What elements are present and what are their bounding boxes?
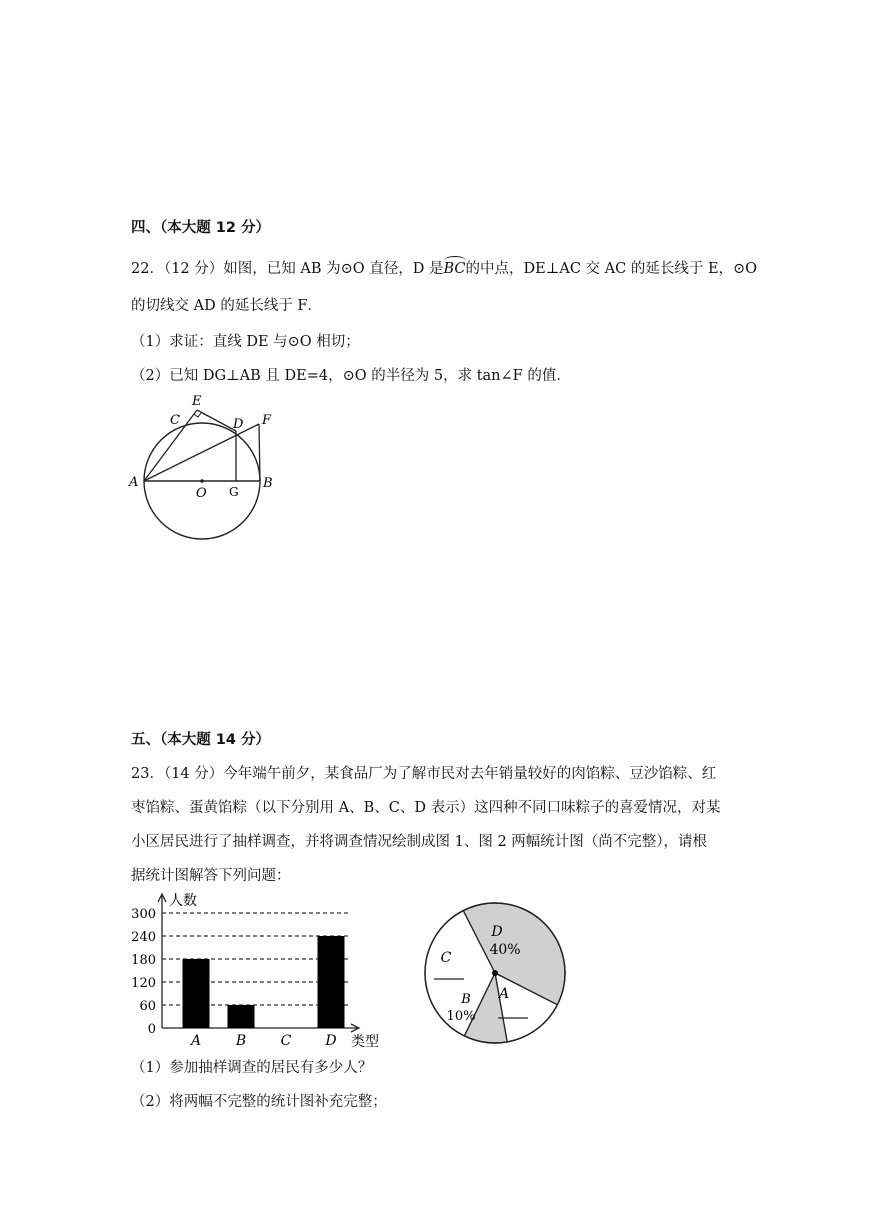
arc-bc-label: BC (443, 261, 466, 277)
q23-line-3: 小区居民进行了抽样调查，并将调查情况绘制成图 1、图 2 两幅统计图（尚不完整），请根 (131, 834, 708, 850)
q22-part-2: （2）已知 DG⊥AB 且 DE=4，⊙O 的半径为 5，求 tan∠F 的值． (131, 368, 571, 384)
x-tick-label: B (235, 1033, 247, 1049)
q23-line-4: 据统计图解答下列问题： (131, 868, 291, 884)
y-tick-label: 60 (139, 999, 156, 1014)
q23-part-1: （1）参加抽样调查的居民有多少人？ (131, 1060, 373, 1076)
center-o-dot (200, 479, 204, 483)
q22-part-1: （1）求证：直线 DE 与⊙O 相切； (131, 334, 360, 350)
q22-line-1-end: 的中点，DE⊥AC 交 AC 的延长线于 E，⊙O (465, 261, 758, 277)
bar-b (228, 1005, 255, 1028)
label-o: O (196, 486, 207, 501)
x-tick-label: C (280, 1033, 292, 1049)
pie-label-d: D (491, 924, 503, 940)
section-5-heading: 五、（本大题 14 分） (131, 732, 271, 748)
circle-geometry-figure (125, 390, 285, 545)
pie-percent-d: 40% (489, 942, 521, 958)
x-tick-label: A (190, 1033, 202, 1049)
bar-d (318, 936, 345, 1028)
y-tick-label: 300 (131, 907, 156, 922)
label-d: D (233, 417, 244, 432)
label-b: B (263, 476, 273, 491)
q23-part-2: （2）将两幅不完整的统计图补充完整； (131, 1094, 387, 1110)
pie-chart (420, 898, 570, 1048)
q23-line-2: 枣馅粽、蛋黄馅粽（以下分别用 A、B、C、D 表示）这四种不同口味粽子的喜爱情况，对某 (131, 800, 721, 816)
y-tick-label: 0 (147, 1022, 156, 1037)
label-a: A (129, 475, 139, 490)
segment-ed (197, 410, 236, 431)
pie-percent-b: 10% (446, 1009, 476, 1024)
pie-center-dot (492, 970, 498, 976)
segment-af (144, 424, 259, 481)
pie-label-c: C (440, 950, 452, 966)
x-axis-label: 类型 (351, 1034, 379, 1050)
q22-line-2: 的切线交 AD 的延长线于 F． (131, 298, 322, 314)
q23-line-1: 23．（14 分）今年端午前夕，某食品厂为了解市民对去年销量较好的肉馅粽、豆沙馅粽、红 (131, 766, 717, 782)
section-4-heading: 四、（本大题 12 分） (131, 220, 271, 236)
q22-line-1-start: 22．（12 分）如图，已知 AB 为⊙O 直径，D 是 (131, 261, 444, 277)
y-tick-label: 120 (131, 976, 156, 991)
pie-label-a: A (498, 986, 510, 1002)
label-c: C (170, 413, 180, 428)
bar-chart (125, 888, 395, 1053)
y-tick-label: 240 (131, 930, 156, 945)
pie-label-b: B (461, 992, 471, 1007)
y-axis-label: 人数 (169, 893, 197, 909)
y-tick-label: 180 (131, 953, 156, 968)
label-f: F (262, 413, 272, 428)
x-tick-label: D (325, 1033, 337, 1049)
bar-a (183, 959, 210, 1028)
label-g: G (229, 485, 239, 499)
q22-line-1 (131, 257, 757, 278)
label-e: E (192, 394, 202, 409)
